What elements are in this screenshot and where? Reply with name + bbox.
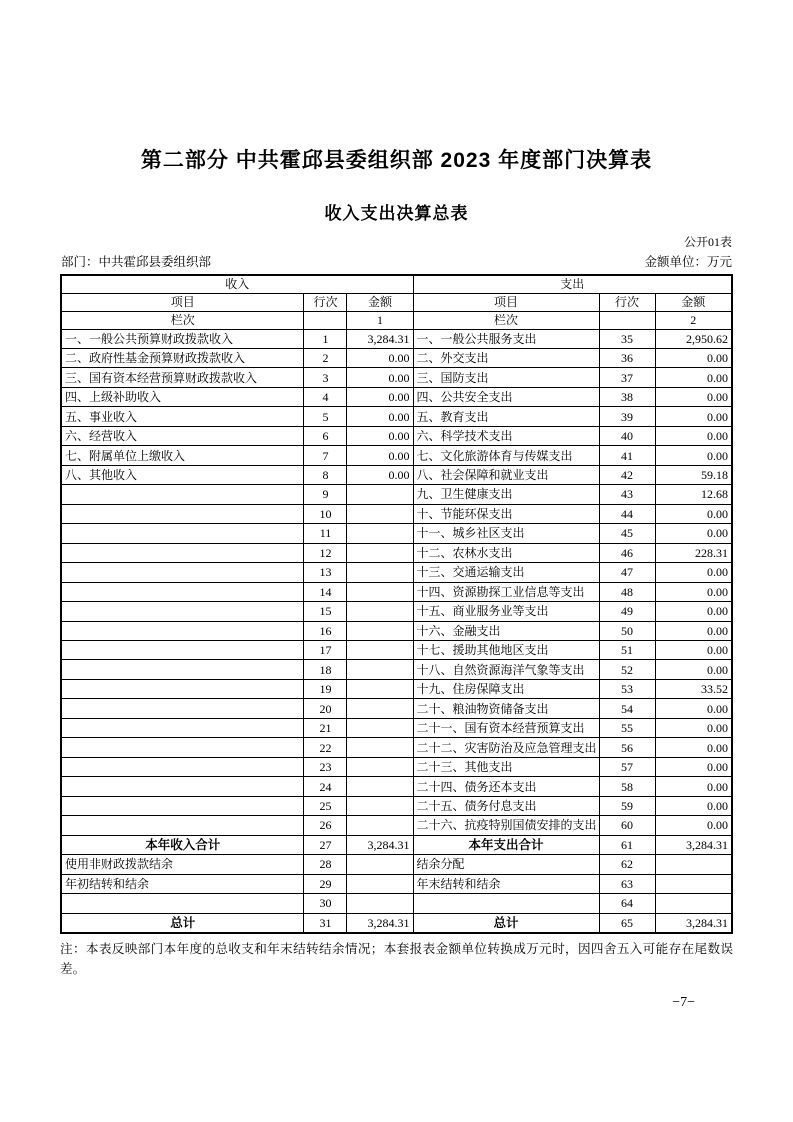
line-no-cell: 26 xyxy=(304,816,347,835)
line-no-cell: 64 xyxy=(599,894,655,913)
lanci-blank xyxy=(304,311,347,329)
amount-cell: 12.68 xyxy=(655,485,732,504)
line-no-cell: 59 xyxy=(599,796,655,815)
line-no-cell: 20 xyxy=(304,699,347,718)
amount-cell: 0.00 xyxy=(655,757,732,776)
amount-cell: 0.00 xyxy=(655,387,732,406)
amount-cell: 3,284.31 xyxy=(655,913,732,933)
amount-cell: 0.00 xyxy=(655,699,732,718)
item-cell xyxy=(61,504,304,523)
item-cell: 二十六、抗疫特别国债安排的支出 xyxy=(413,816,599,835)
expenditure-col-index: 2 xyxy=(655,311,732,329)
unit-label: 金额单位：万元 xyxy=(644,255,732,269)
item-cell: 二十五、债务付息支出 xyxy=(413,796,599,815)
amount-cell xyxy=(347,485,413,504)
item-cell: 十八、自然资源海洋气象等支出 xyxy=(413,660,599,679)
section-header-row xyxy=(61,275,732,293)
item-cell: 十五、商业服务业等支出 xyxy=(413,602,599,621)
line-no-cell: 52 xyxy=(599,660,655,679)
item-cell xyxy=(61,699,304,718)
amount-cell xyxy=(347,894,413,913)
table-row xyxy=(61,913,732,933)
item-cell: 本年收入合计 xyxy=(61,835,304,854)
line-no-cell: 48 xyxy=(599,582,655,601)
item-cell: 十、节能环保支出 xyxy=(413,504,599,523)
amount-cell xyxy=(655,894,732,913)
amount-cell: 0.00 xyxy=(655,718,732,737)
item-cell: 结余分配 xyxy=(413,855,599,874)
amount-cell: 0.00 xyxy=(347,368,413,387)
item-cell xyxy=(61,718,304,737)
item-cell: 二十四、债务还本支出 xyxy=(413,777,599,796)
item-cell: 六、经营收入 xyxy=(61,426,304,445)
item-cell: 二、外交支出 xyxy=(413,348,599,367)
col-header-item: 项目 xyxy=(413,293,599,311)
line-no-cell: 11 xyxy=(304,524,347,543)
table-note: 注：本表反映部门本年度的总收支和年末结转结余情况；本套报表金额单位转换成万元时，因四舍五入可能存在尾数误差。 xyxy=(60,942,733,977)
col-header-line: 行次 xyxy=(304,293,347,311)
amount-cell: 0.00 xyxy=(347,387,413,406)
table-row xyxy=(61,835,732,854)
line-no-cell: 31 xyxy=(304,913,347,933)
line-no-cell: 44 xyxy=(599,504,655,523)
line-no-cell: 3 xyxy=(304,368,347,387)
line-no-cell: 51 xyxy=(599,641,655,660)
item-cell: 四、公共安全支出 xyxy=(413,387,599,406)
amount-cell xyxy=(347,602,413,621)
item-cell xyxy=(61,894,304,913)
amount-cell xyxy=(347,757,413,776)
line-no-cell: 17 xyxy=(304,641,347,660)
item-cell: 一、一般公共服务支出 xyxy=(413,329,599,348)
item-cell xyxy=(61,796,304,815)
line-no-cell: 60 xyxy=(599,816,655,835)
table-row xyxy=(61,699,732,718)
amount-cell xyxy=(347,641,413,660)
line-no-cell: 65 xyxy=(599,913,655,933)
table-row xyxy=(61,348,732,367)
amount-cell: 33.52 xyxy=(655,679,732,698)
table-row xyxy=(61,563,732,582)
amount-cell: 0.00 xyxy=(655,426,732,445)
line-no-cell: 18 xyxy=(304,660,347,679)
line-no-cell: 42 xyxy=(599,465,655,484)
page-number: −7− xyxy=(672,995,695,1010)
line-no-cell: 9 xyxy=(304,485,347,504)
item-cell: 十三、交通运输支出 xyxy=(413,563,599,582)
item-cell: 六、科学技术支出 xyxy=(413,426,599,445)
amount-cell xyxy=(347,855,413,874)
col-header-amount: 金额 xyxy=(347,293,413,311)
amount-cell: 0.00 xyxy=(655,368,732,387)
item-cell xyxy=(413,894,599,913)
amount-cell xyxy=(347,543,413,562)
line-no-cell: 62 xyxy=(599,855,655,874)
table-row xyxy=(61,796,732,815)
item-cell: 七、附属单位上缴收入 xyxy=(61,446,304,465)
income-col-index: 1 xyxy=(347,311,413,329)
line-no-cell: 2 xyxy=(304,348,347,367)
item-cell: 八、社会保障和就业支出 xyxy=(413,465,599,484)
expenditure-section-header: 支出 xyxy=(413,275,732,293)
line-no-cell: 30 xyxy=(304,894,347,913)
amount-cell: 0.00 xyxy=(655,796,732,815)
line-no-cell: 10 xyxy=(304,504,347,523)
item-cell: 年初结转和结余 xyxy=(61,874,304,893)
item-cell: 五、事业收入 xyxy=(61,407,304,426)
table-row xyxy=(61,602,732,621)
line-no-cell: 40 xyxy=(599,426,655,445)
table-row xyxy=(61,738,732,757)
line-no-cell: 38 xyxy=(599,387,655,406)
item-cell: 本年支出合计 xyxy=(413,835,599,854)
item-cell: 九、卫生健康支出 xyxy=(413,485,599,504)
amount-cell xyxy=(347,621,413,640)
line-no-cell: 13 xyxy=(304,563,347,582)
item-cell: 二十一、国有资本经营预算支出 xyxy=(413,718,599,737)
item-cell xyxy=(61,660,304,679)
amount-cell: 0.00 xyxy=(655,446,732,465)
line-no-cell: 46 xyxy=(599,543,655,562)
item-cell xyxy=(61,621,304,640)
item-cell: 年末结转和结余 xyxy=(413,874,599,893)
lanci-row xyxy=(61,311,732,329)
table-row xyxy=(61,387,732,406)
line-no-cell: 61 xyxy=(599,835,655,854)
item-cell xyxy=(61,543,304,562)
amount-cell: 0.00 xyxy=(655,524,732,543)
page-subtitle: 收入支出决算总表 xyxy=(324,204,469,223)
income-section-header: 收入 xyxy=(61,275,413,293)
item-cell: 总计 xyxy=(413,913,599,933)
amount-cell xyxy=(347,679,413,698)
amount-cell: 59.18 xyxy=(655,465,732,484)
amount-cell: 3,284.31 xyxy=(347,329,413,348)
item-cell: 十七、援助其他地区支出 xyxy=(413,641,599,660)
line-no-cell: 24 xyxy=(304,777,347,796)
lanci-label: 栏次 xyxy=(413,311,599,329)
item-cell: 四、上级补助收入 xyxy=(61,387,304,406)
amount-cell: 0.00 xyxy=(347,465,413,484)
line-no-cell: 50 xyxy=(599,621,655,640)
item-cell: 三、国防支出 xyxy=(413,368,599,387)
budget-table xyxy=(60,274,733,934)
item-cell xyxy=(61,738,304,757)
line-no-cell: 45 xyxy=(599,524,655,543)
meta-row xyxy=(61,252,732,270)
page-title: 第二部分 中共霍邱县委组织部 2023 年度部门决算表 xyxy=(140,149,653,172)
amount-cell xyxy=(347,504,413,523)
amount-cell xyxy=(655,874,732,893)
amount-cell: 0.00 xyxy=(655,641,732,660)
line-no-cell: 12 xyxy=(304,543,347,562)
line-no-cell: 27 xyxy=(304,835,347,854)
amount-cell: 0.00 xyxy=(655,738,732,757)
amount-cell xyxy=(347,718,413,737)
amount-cell xyxy=(347,816,413,835)
amount-cell xyxy=(347,796,413,815)
amount-cell: 0.00 xyxy=(655,777,732,796)
amount-cell: 0.00 xyxy=(655,407,732,426)
item-cell xyxy=(61,816,304,835)
line-no-cell: 7 xyxy=(304,446,347,465)
item-cell: 十九、住房保障支出 xyxy=(413,679,599,698)
item-cell: 八、其他收入 xyxy=(61,465,304,484)
line-no-cell: 55 xyxy=(599,718,655,737)
table-row xyxy=(61,894,732,913)
department-label: 部门：中共霍邱县委组织部 xyxy=(61,255,212,269)
table-row xyxy=(61,504,732,523)
line-no-cell: 4 xyxy=(304,387,347,406)
item-cell: 十一、城乡社区支出 xyxy=(413,524,599,543)
line-no-cell: 22 xyxy=(304,738,347,757)
table-body xyxy=(61,329,732,933)
table-row xyxy=(61,621,732,640)
line-no-cell: 57 xyxy=(599,757,655,776)
line-no-cell: 6 xyxy=(304,426,347,445)
line-no-cell: 1 xyxy=(304,329,347,348)
amount-cell: 0.00 xyxy=(655,621,732,640)
amount-cell: 2,950.62 xyxy=(655,329,732,348)
line-no-cell: 58 xyxy=(599,777,655,796)
item-cell: 二十三、其他支出 xyxy=(413,757,599,776)
item-cell: 一、一般公共预算财政拨款收入 xyxy=(61,329,304,348)
amount-cell: 0.00 xyxy=(347,348,413,367)
table-row xyxy=(61,485,732,504)
amount-cell: 0.00 xyxy=(347,407,413,426)
line-no-cell: 15 xyxy=(304,602,347,621)
amount-cell: 3,284.31 xyxy=(347,835,413,854)
col-header-amount: 金额 xyxy=(655,293,732,311)
line-no-cell: 29 xyxy=(304,874,347,893)
item-cell: 二十二、灾害防治及应急管理支出 xyxy=(413,738,599,757)
item-cell: 七、文化旅游体育与传媒支出 xyxy=(413,446,599,465)
line-no-cell: 37 xyxy=(599,368,655,387)
table-row xyxy=(61,660,732,679)
col-header-line: 行次 xyxy=(599,293,655,311)
item-cell xyxy=(61,777,304,796)
amount-cell xyxy=(347,524,413,543)
table-row xyxy=(61,679,732,698)
item-cell: 使用非财政拨款结余 xyxy=(61,855,304,874)
line-no-cell: 41 xyxy=(599,446,655,465)
amount-cell: 0.00 xyxy=(655,504,732,523)
table-row xyxy=(61,446,732,465)
amount-cell: 0.00 xyxy=(655,348,732,367)
line-no-cell: 39 xyxy=(599,407,655,426)
amount-cell: 0.00 xyxy=(655,602,732,621)
table-row xyxy=(61,524,732,543)
amount-cell: 0.00 xyxy=(347,446,413,465)
item-cell xyxy=(61,757,304,776)
table-row xyxy=(61,426,732,445)
line-no-cell: 54 xyxy=(599,699,655,718)
amount-cell xyxy=(347,660,413,679)
amount-cell: 3,284.31 xyxy=(655,835,732,854)
table-row xyxy=(61,582,732,601)
amount-cell xyxy=(347,874,413,893)
item-cell xyxy=(61,679,304,698)
line-no-cell: 53 xyxy=(599,679,655,698)
line-no-cell: 8 xyxy=(304,465,347,484)
table-row xyxy=(61,407,732,426)
table-row xyxy=(61,465,732,484)
amount-cell: 3,284.31 xyxy=(347,913,413,933)
item-cell: 十六、金融支出 xyxy=(413,621,599,640)
table-row xyxy=(61,757,732,776)
line-no-cell: 19 xyxy=(304,679,347,698)
line-no-cell: 63 xyxy=(599,874,655,893)
item-cell: 二十、粮油物资储备支出 xyxy=(413,699,599,718)
amount-cell xyxy=(347,777,413,796)
item-cell xyxy=(61,563,304,582)
amount-cell: 0.00 xyxy=(655,563,732,582)
item-cell: 三、国有资本经营预算财政拨款收入 xyxy=(61,368,304,387)
lanci-label: 栏次 xyxy=(61,311,304,329)
amount-cell: 0.00 xyxy=(655,816,732,835)
amount-cell: 228.31 xyxy=(655,543,732,562)
amount-cell: 0.00 xyxy=(655,660,732,679)
table-row xyxy=(61,718,732,737)
table-row xyxy=(61,816,732,835)
table-row xyxy=(61,543,732,562)
item-cell xyxy=(61,602,304,621)
item-cell: 五、教育支出 xyxy=(413,407,599,426)
table-row xyxy=(61,855,732,874)
amount-cell xyxy=(347,563,413,582)
table-row xyxy=(61,874,732,893)
lanci-blank xyxy=(599,311,655,329)
line-no-cell: 49 xyxy=(599,602,655,621)
amount-cell: 0.00 xyxy=(347,426,413,445)
amount-cell: 0.00 xyxy=(655,582,732,601)
amount-cell xyxy=(347,699,413,718)
amount-cell xyxy=(347,738,413,757)
item-cell xyxy=(61,582,304,601)
item-cell xyxy=(61,485,304,504)
line-no-cell: 16 xyxy=(304,621,347,640)
line-no-cell: 35 xyxy=(599,329,655,348)
line-no-cell: 21 xyxy=(304,718,347,737)
line-no-cell: 43 xyxy=(599,485,655,504)
item-cell: 二、政府性基金预算财政拨款收入 xyxy=(61,348,304,367)
line-no-cell: 25 xyxy=(304,796,347,815)
item-cell xyxy=(61,641,304,660)
table-row xyxy=(61,329,732,348)
table-row xyxy=(61,641,732,660)
line-no-cell: 47 xyxy=(599,563,655,582)
line-no-cell: 56 xyxy=(599,738,655,757)
table-code: 公开01表 xyxy=(683,235,732,249)
table-row xyxy=(61,777,732,796)
item-cell xyxy=(61,524,304,543)
line-no-cell: 5 xyxy=(304,407,347,426)
line-no-cell: 23 xyxy=(304,757,347,776)
line-no-cell: 36 xyxy=(599,348,655,367)
column-header-row xyxy=(61,293,732,311)
line-no-cell: 14 xyxy=(304,582,347,601)
item-cell: 十二、农林水支出 xyxy=(413,543,599,562)
col-header-item: 项目 xyxy=(61,293,304,311)
item-cell: 十四、资源勘探工业信息等支出 xyxy=(413,582,599,601)
amount-cell xyxy=(655,855,732,874)
item-cell: 总计 xyxy=(61,913,304,933)
line-no-cell: 28 xyxy=(304,855,347,874)
amount-cell xyxy=(347,582,413,601)
table-row xyxy=(61,368,732,387)
